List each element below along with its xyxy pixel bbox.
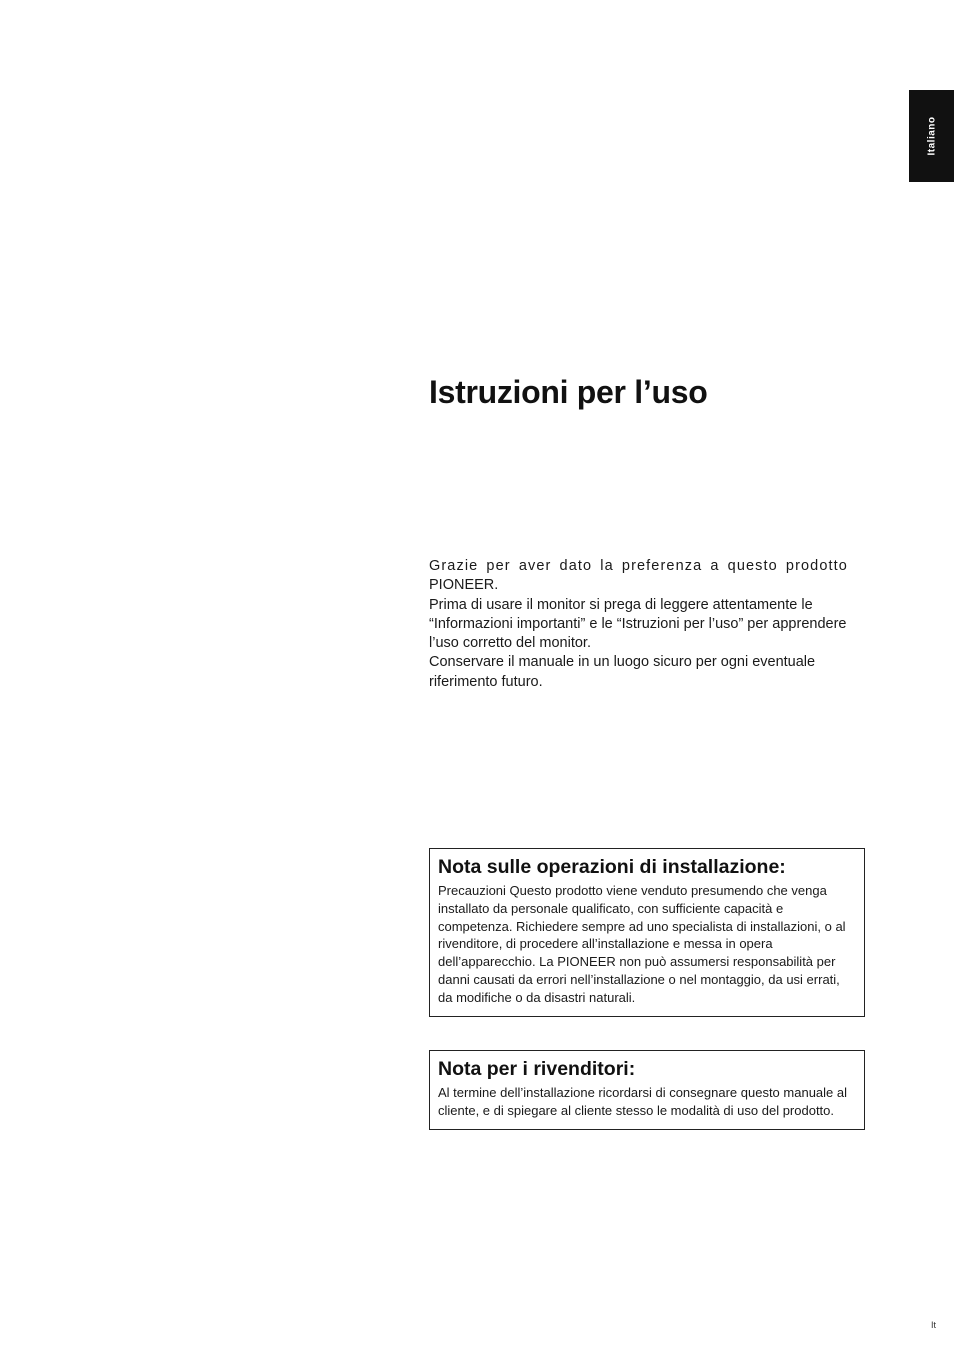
page-language-code: It [930,1320,936,1330]
installation-note-heading: Nota sulle operazioni di installazione: [438,856,786,878]
intro-paragraph-2: Prima di usare il monitor si prega di leggere attentamente le “Informazioni importanti” e le “Istruzioni per l’uso” per apprendere l’uso corretto del monitor. [429,596,847,652]
installation-note-box [429,848,865,1017]
intro-text [429,557,865,692]
dealer-note-heading: Nota per i rivenditori: [438,1058,636,1080]
page-title: Istruzioni per l’uso [429,374,708,410]
dealer-note-box [429,1050,865,1130]
intro-line-1: Grazie per aver dato la preferenza a questo prodotto [429,558,848,574]
intro-line-1-cont: PIONEER. [429,577,499,594]
language-tab [909,90,954,182]
installation-note-body: Precauzioni Questo prodotto viene venduto presumendo che venga installato da personale qualificato, con sufficiente capacità e competenza. Richiedere sempre ad uno specialista di installazioni, o al rivenditore, di procedere all’installazione e messa in opera dell’apparecchio. La PIONEER non può assumersi responsabilità per danni causati da errori nell’installazione o nel montaggio, da usi errati, da modifiche o da disastri naturali. [438,883,846,1005]
language-tab-label: Italiano [926,116,937,156]
intro-paragraph-3: Conservare il manuale in un luogo sicuro per ogni eventuale riferimento futuro. [429,654,816,690]
dealer-note-body: Al termine dell’installazione ricordarsi di consegnare questo manuale al cliente, e di spiegare al cliente stesso le modalità di uso del prodotto. [438,1085,847,1118]
